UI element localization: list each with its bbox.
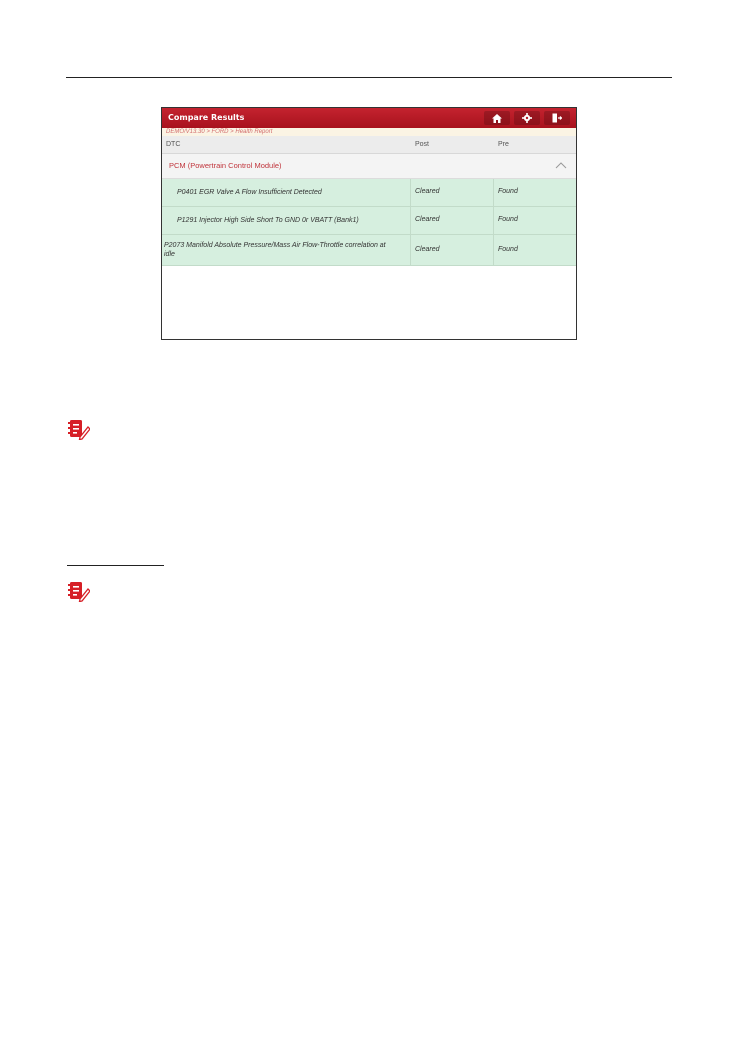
window-title: Compare Results (168, 113, 245, 122)
cell-divider (410, 179, 411, 206)
cell-divider (410, 235, 411, 265)
exit-icon (552, 113, 562, 123)
column-header-pre: Pre (498, 141, 509, 148)
dtc-cell: P2073 Manifold Absolute Pressure/Mass Air Flow-Throttle correlation at idle (164, 242, 386, 258)
title-bar (162, 108, 576, 128)
cell-divider (493, 179, 494, 206)
exit-button[interactable] (544, 111, 570, 125)
module-group-label: PCM (Powertrain Control Module) (169, 161, 282, 170)
column-header-post: Post (415, 141, 430, 148)
home-icon (492, 114, 502, 123)
note-icon (68, 580, 90, 602)
dtc-cell: P1291 Injector High Side Short To GND 0r VBATT (Bank1) (177, 217, 359, 224)
section-rule (67, 565, 164, 566)
pre-cell: Found (498, 246, 518, 253)
settings-button[interactable] (514, 111, 540, 125)
table-row[interactable] (162, 179, 576, 207)
cell-divider (493, 207, 494, 234)
chevron-up-icon[interactable] (555, 162, 567, 169)
note-icon (68, 418, 90, 440)
compare-results-screen (161, 107, 577, 340)
table-row[interactable] (162, 207, 576, 235)
column-header-row (162, 136, 576, 154)
post-cell: Cleared (415, 188, 440, 195)
pre-cell: Found (498, 188, 518, 195)
column-header-dtc: DTC (166, 141, 181, 148)
post-cell: Cleared (415, 246, 440, 253)
cell-divider (410, 207, 411, 234)
post-cell: Cleared (415, 216, 440, 223)
module-group-header[interactable] (162, 154, 576, 179)
gear-icon (522, 113, 532, 123)
dtc-cell: P0401 EGR Valve A Flow Insufficient Detected (177, 189, 322, 196)
cell-divider (493, 235, 494, 265)
breadcrumb: DEMO/V13.30 > FORD > Health Report (162, 128, 576, 136)
table-row[interactable] (162, 235, 576, 266)
pre-cell: Found (498, 216, 518, 223)
home-button[interactable] (484, 111, 510, 125)
page-header-rule (66, 77, 672, 78)
